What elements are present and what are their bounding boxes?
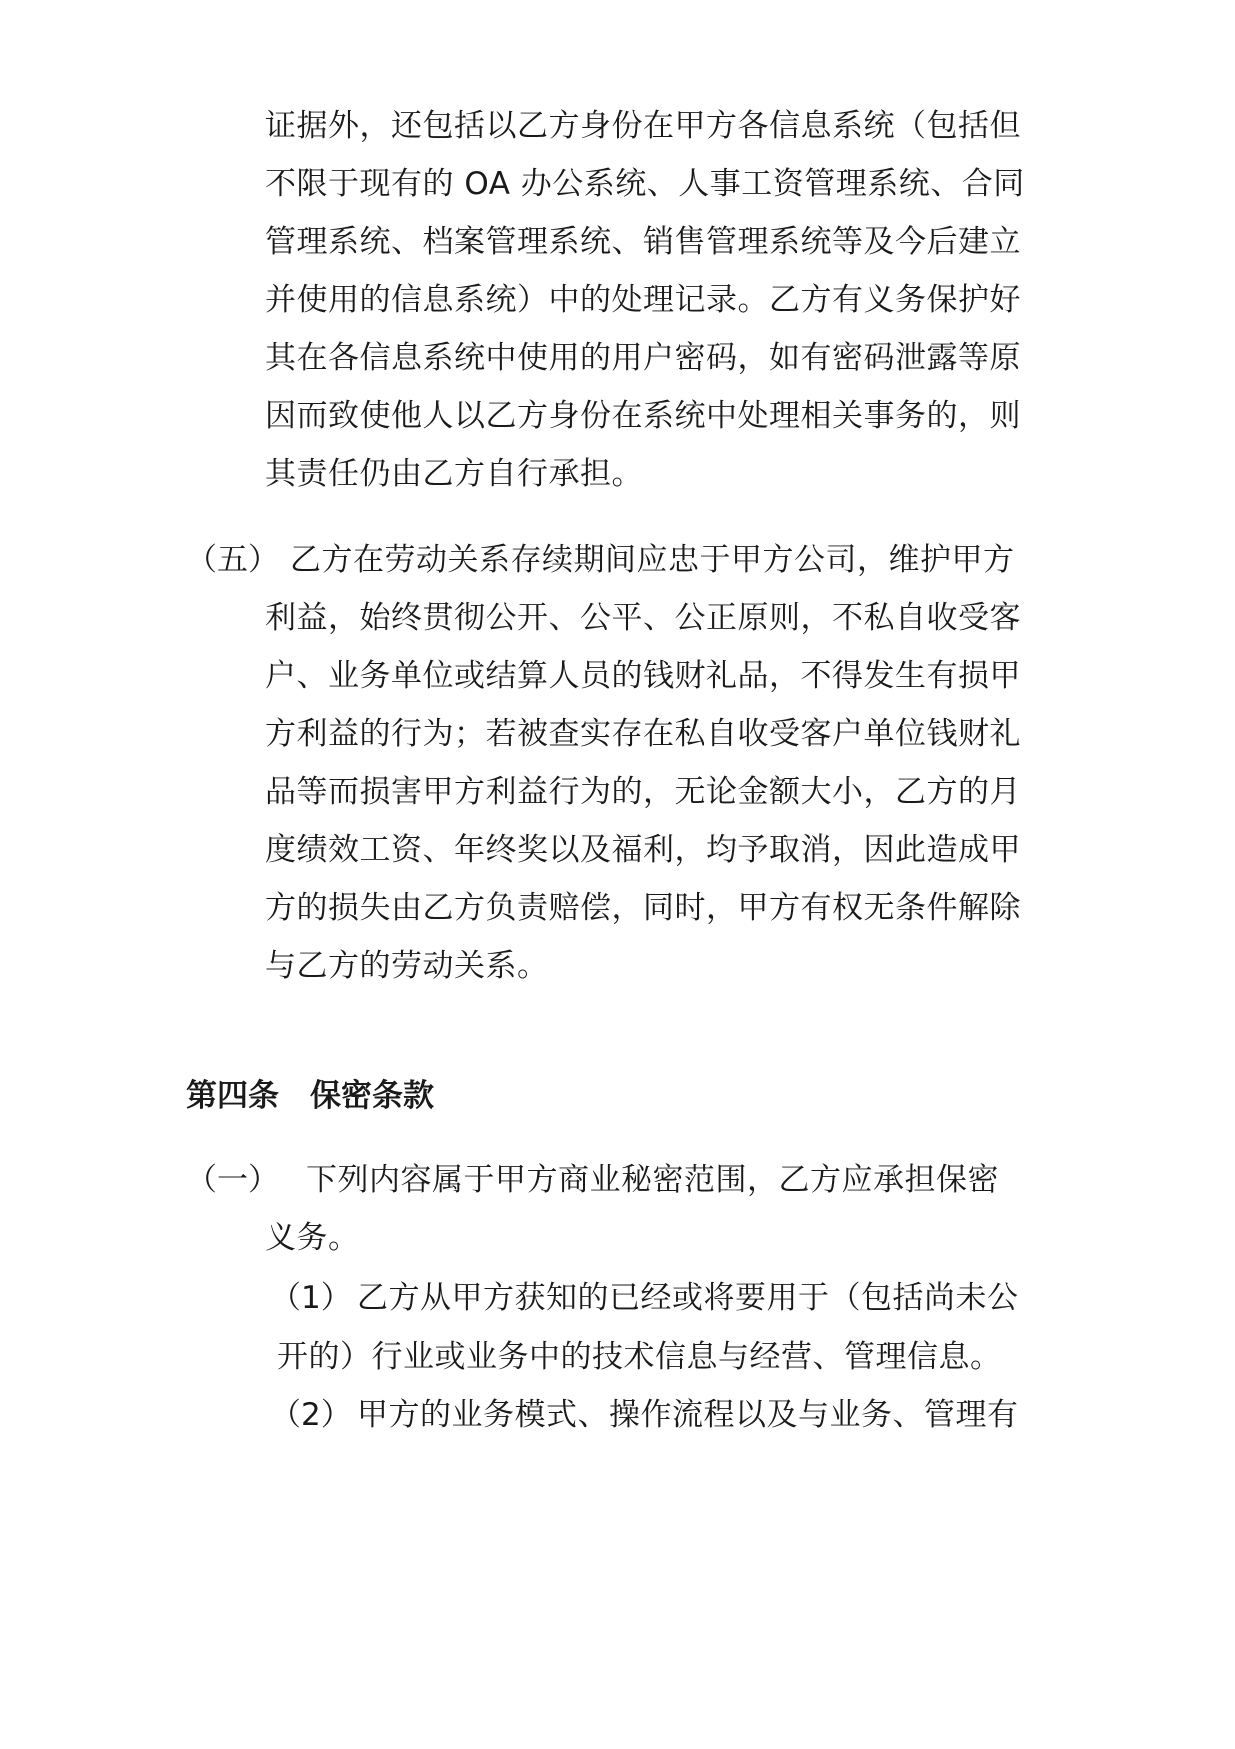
item-five-line: 方利益的行为；若被查实存在私自收受客户单位钱财礼 — [265, 716, 1021, 752]
sub-one-first-line: 乙方从甲方获知的已经或将要用于（包括尚未公 — [357, 1280, 1019, 1316]
item-one-first-line: 下列内容属于甲方商业秘密范围，乙方应承担保密 — [306, 1162, 999, 1198]
paragraph-line: 证据外，还包括以乙方身份在甲方各信息系统（包括但 — [265, 108, 1021, 144]
paragraph-line: 因而致使他人以乙方身份在系统中处理相关事务的，则 — [265, 398, 1021, 434]
sub-two-marker: （2） — [270, 1397, 352, 1433]
paragraph-line: 其在各信息系统中使用的用户密码，如有密码泄露等原 — [265, 340, 1021, 376]
item-five-line: 度绩效工资、年终奖以及福利，均予取消，因此造成甲 — [265, 832, 1021, 868]
item-five-line: 与乙方的劳动关系。 — [265, 948, 549, 984]
paragraph-line: 管理系统、档案管理系统、销售管理系统等及今后建立 — [265, 224, 1021, 260]
item-five-line: 方的损失由乙方负责赔偿，同时，甲方有权无条件解除 — [265, 890, 1021, 926]
sub-one-second-line: 开的）行业或业务中的技术信息与经营、管理信息。 — [277, 1339, 1002, 1375]
paragraph-line: 不限于现有的 OA 办公系统、人事工资管理系统、合同 — [265, 166, 1025, 202]
item-five-marker: （五） — [186, 542, 279, 578]
item-one-marker: （一） — [186, 1162, 279, 1198]
sub-two-first-line: 甲方的业务模式、操作流程以及与业务、管理有 — [357, 1397, 1019, 1433]
item-five-line: 户、业务单位或结算人员的钱财礼品，不得发生有损甲 — [265, 658, 1021, 694]
paragraph-line: 其责任仍由乙方自行承担。 — [265, 456, 643, 492]
item-five-first-line: 乙方在劳动关系存续期间应忠于甲方公司，维护甲方 — [290, 542, 1015, 578]
sub-one-marker: （1） — [270, 1280, 352, 1316]
article-four-heading: 第四条 保密条款 — [186, 1078, 434, 1114]
item-five-line: 品等而损害甲方利益行为的，无论金额大小，乙方的月 — [265, 774, 1021, 810]
item-one-second-line: 义务。 — [265, 1220, 360, 1256]
paragraph-line: 并使用的信息系统）中的处理记录。乙方有义务保护好 — [265, 282, 1021, 318]
item-five-line: 利益，始终贯彻公开、公平、公正原则，不私自收受客 — [265, 600, 1021, 636]
